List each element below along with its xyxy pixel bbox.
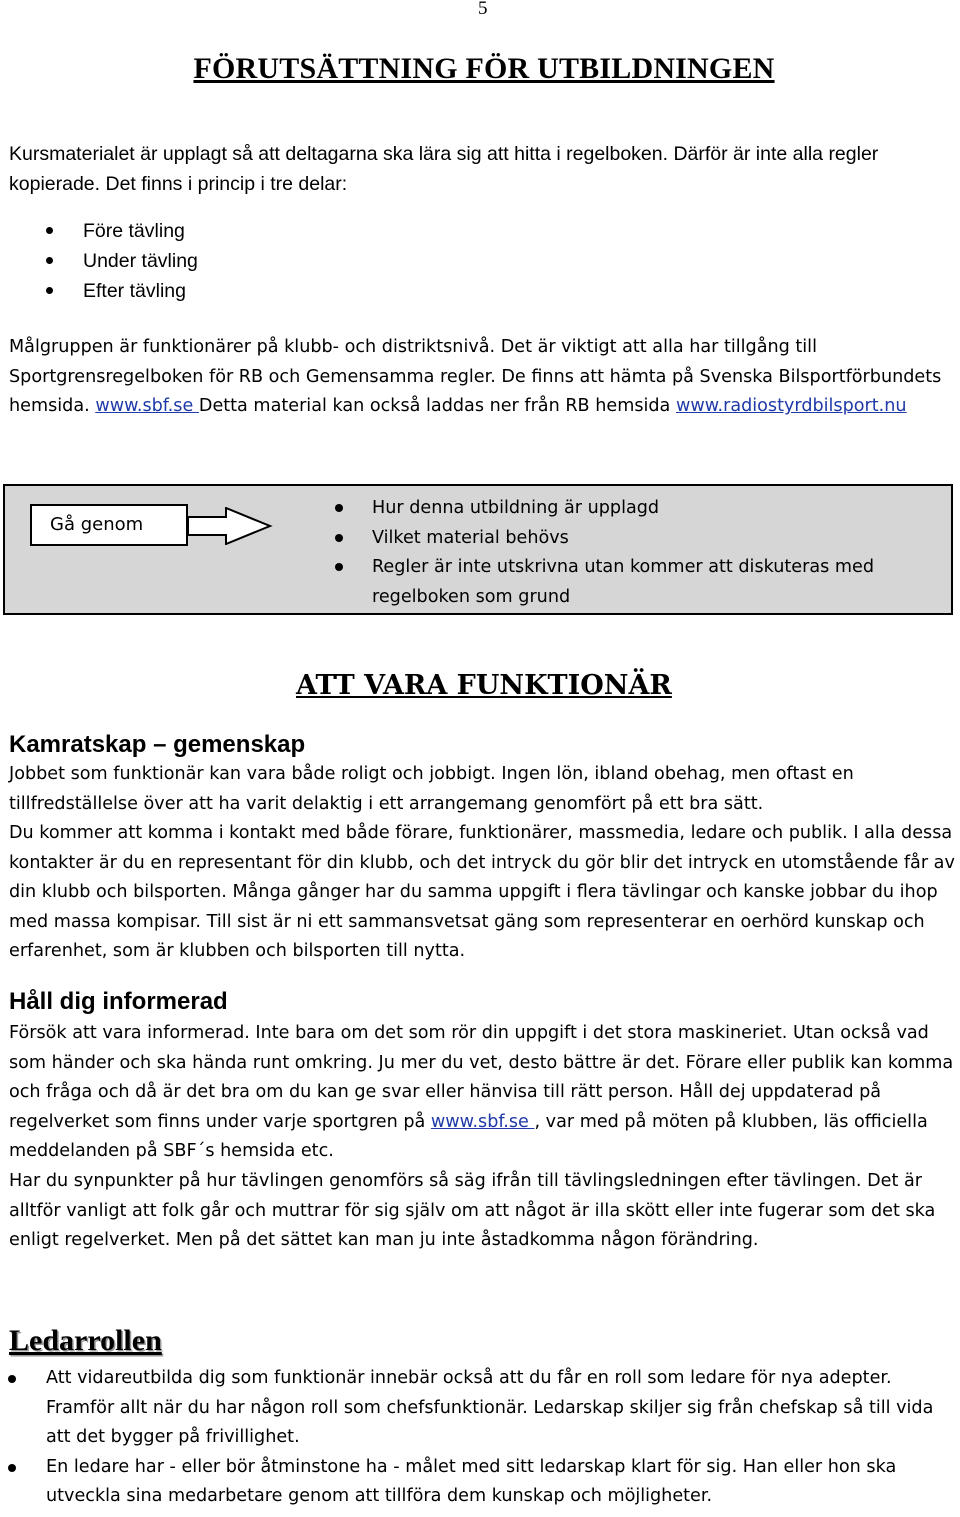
intro-paragraph: Kursmaterialet är upplagt så att deltagarna ska lära sig att hitta i regelboken. Därför är inte alla regler kopierade. Det finns i princip i tre delar:: [9, 143, 879, 195]
target-group-paragraph: [9, 333, 949, 422]
informerad-text-after: , var med på möten på klubben, läs officiella meddelanden på SBF´s hemsida etc.: [9, 1111, 928, 1162]
target-text-before: Målgruppen är funktionärer på klubb- och distriktsnivå. Det är viktigt att alla har tillgång till Sportgrensregelboken för RB och Gemensamma regler. De finns att hämta på Svenska Bilsportförbundets hemsida.: [9, 337, 942, 417]
informerad-heading: Håll dig informerad: [9, 988, 228, 1015]
target-text-middle: Detta material kan också laddas ner från RB hemsida: [198, 396, 676, 417]
list-item: Hur denna utbildning är upplagd: [330, 494, 930, 524]
ledarrollen-heading: Ledarrollen: [9, 1324, 162, 1357]
section-title: ATT VARA FUNKTIONÄR: [296, 670, 672, 701]
kamratskap-heading: Kamratskap – gemenskap: [9, 731, 306, 758]
page-number: 5: [478, 0, 488, 19]
list-item: Att vidareutbilda dig som funktionär innebär också att du får en roll som ledare för nya adepter. Framför allt när du har någon roll som chefsfunktionär. Ledarskap skiljer sig från chefskap så till vida att det bygger på frivillighet.: [0, 1364, 960, 1453]
sbf-link[interactable]: www.sbf.se: [430, 1111, 535, 1132]
list-item: Regler är inte utskrivna utan kommer att diskuteras med regelboken som grund: [330, 553, 930, 612]
ledarrollen-list: [0, 1364, 960, 1512]
list-item: Före tävling: [0, 216, 198, 246]
arrow-right-icon: [188, 507, 274, 545]
informerad-paragraph-1: [9, 1019, 959, 1167]
list-item: Vilket material behövs: [330, 524, 930, 554]
informerad-text-before: Försök att vara informerad. Inte bara om det som rör din uppgift i det stora maskineriet. Utan också vad som händer och ska hända runt omkring. Ju mer du vet, desto bättre är det. Förare eller publik kan komma och fråga och då är det bra om du kan ge svar eller hänvisa till rätt person. Håll dej uppdaterad på regelverket som finns under varje sportgren på: [9, 1023, 954, 1132]
kamratskap-paragraph-2: Du kommer att komma i kontakt med både förare, funktionärer, massmedia, ledare och publik. I alla dessa kontakter är du en representant för din klubb, och det intryck du gör blir det intryck en utomstående får av din klubb och bilsporten. Många gånger har du samma uppgift i flera tävlingar och kanske jobbar du ihop med massa kompisar. Till sist är ni ett sammansvetsat gäng som representerar en oerhörd kunskap och erfarenhet, som är klubben och bilsporten till nytta.: [9, 823, 955, 962]
list-item: En ledare har - eller bör åtminstone ha - målet med sitt ledarskap klart för sig. Han eller hon ska utveckla sina medarbetare genom att tillföra dem kunskap och möjligheter.: [0, 1453, 960, 1512]
list-item: Efter tävling: [0, 276, 198, 306]
kamratskap-paragraph-1: Jobbet som funktionär kan vara både roligt och jobbigt. Ingen lön, ibland obehag, men oftast en tillfredställelse över att ha varit delaktig i ett arrangemang genomfört på ett bra sätt.: [9, 764, 854, 814]
page-title: FÖRUTSÄTTNING FÖR UTBILDNINGEN: [193, 52, 775, 85]
overview-box: [3, 484, 953, 615]
list-item: Under tävling: [0, 246, 198, 276]
go-through-label: Gå genom: [30, 504, 188, 546]
sbf-link[interactable]: www.sbf.se: [95, 396, 199, 417]
radiostyrdbilsport-link[interactable]: www.radiostyrdbilsport.nu: [675, 396, 907, 417]
informerad-paragraph-2: Har du synpunkter på hur tävlingen genomförs så säg ifrån till tävlingsledningen efter tävlingen. Det är alltför vanligt att folk går och muttrar för sig själv om att något är illa skött eller inte fugerar som det ska enligt regelverket. Men på det sättet kan man ju inte åstadkomma någon förändring.: [9, 1171, 936, 1251]
overview-list: [330, 494, 930, 612]
intro-list: [0, 216, 198, 306]
